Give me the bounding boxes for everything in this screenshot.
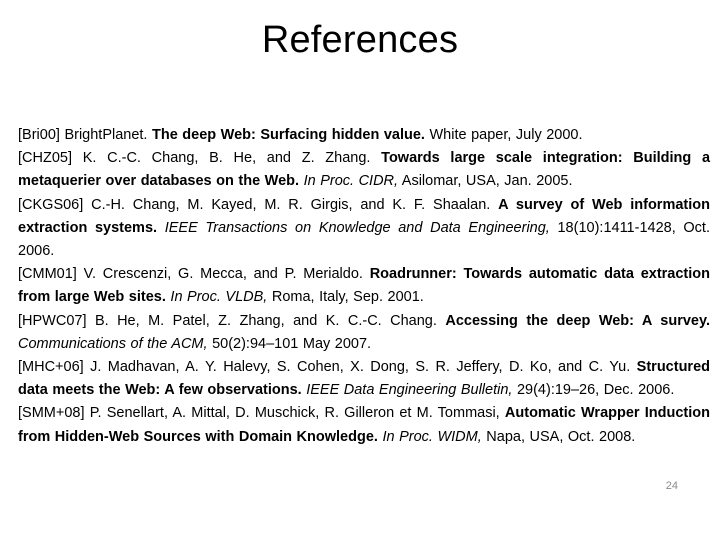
reference-details: Roma, Italy, Sep. 2001. — [267, 289, 424, 306]
reference-venue: IEEE Data Engineering Bulletin, — [301, 382, 513, 399]
reference-details: Asilomar, USA, Jan. 2005. — [398, 173, 573, 190]
reference-tag: [CHZ05] — [18, 150, 83, 167]
reference-authors: K. C.-C. Chang, B. He, and Z. Zhang. — [82, 150, 382, 167]
reference-authors: J. Madhavan, A. Y. Halevy, S. Cohen, X. Dong, S. R. Jeffery, D. Ko, and C. Yu. — [90, 359, 637, 376]
reference-authors: V. Crescenzi, G. Mecca, and P. Merialdo. — [83, 266, 370, 283]
slide-title: References — [261, 19, 459, 61]
reference-authors: P. Senellart, A. Mittal, D. Muschick, R. Gilleron et M. Tommasi, — [89, 405, 505, 422]
reference-title: The deep Web: Surfacing hidden value. — [152, 127, 425, 143]
reference-item — [18, 356, 710, 402]
reference-item — [18, 310, 710, 356]
reference-authors: B. He, M. Patel, Z. Zhang, and K. C.-C. Chang. — [94, 312, 446, 329]
reference-title: Automatic Wrapper Induction from Hidden-Web Sources with Domain Knowledge. — [18, 405, 710, 445]
reference-tag: [MHC+06] — [18, 359, 91, 376]
reference-details: 18(10):1411-1428, Oct. 2006. — [18, 219, 710, 260]
reference-title: Accessing the deep Web: A survey. — [445, 312, 710, 329]
reference-item — [18, 124, 710, 147]
reference-venue: Communications of the ACM, — [18, 335, 208, 352]
reference-title: Roadrunner: Towards automatic data extraction from large Web sites. — [18, 266, 711, 306]
reference-details: 50(2):94–101 May 2007. — [207, 335, 372, 352]
reference-list — [18, 124, 710, 449]
reference-venue: IEEE Transactions on Knowledge and Data Engineering, — [157, 219, 550, 236]
reference-authors: BrightPlanet. — [64, 127, 152, 143]
reference-details: Napa, USA, Oct. 2008. — [481, 428, 636, 445]
reference-item — [18, 263, 710, 309]
reference-venue: In Proc. CIDR, — [299, 173, 399, 190]
reference-title: A survey of Web information extraction systems. — [18, 196, 710, 236]
reference-tag: [Bri00] — [18, 127, 65, 143]
reference-title: Towards large scale integration: Building a metaquerier over databases on the Web. — [18, 150, 711, 190]
reference-details: White paper, July 2000. — [424, 127, 583, 143]
reference-details: 29(4):19–26, Dec. 2006. — [512, 382, 675, 399]
page-number: 24 — [665, 480, 678, 492]
reference-tag: [CMM01] — [18, 266, 84, 283]
reference-item — [18, 194, 710, 264]
reference-venue: In Proc. VLDB, — [165, 289, 268, 306]
reference-authors: C.-H. Chang, M. Kayed, M. R. Girgis, and K. F. Shaalan. — [91, 196, 499, 213]
reference-item — [18, 147, 710, 193]
reference-tag: [CKGS06] — [18, 196, 92, 213]
reference-tag: [HPWC07] — [18, 312, 95, 329]
reference-item — [18, 402, 710, 448]
reference-venue: In Proc. WIDM, — [377, 428, 482, 445]
reference-title: Structured data meets the Web: A few observations. — [18, 359, 710, 399]
reference-tag: [SMM+08] — [18, 405, 90, 422]
